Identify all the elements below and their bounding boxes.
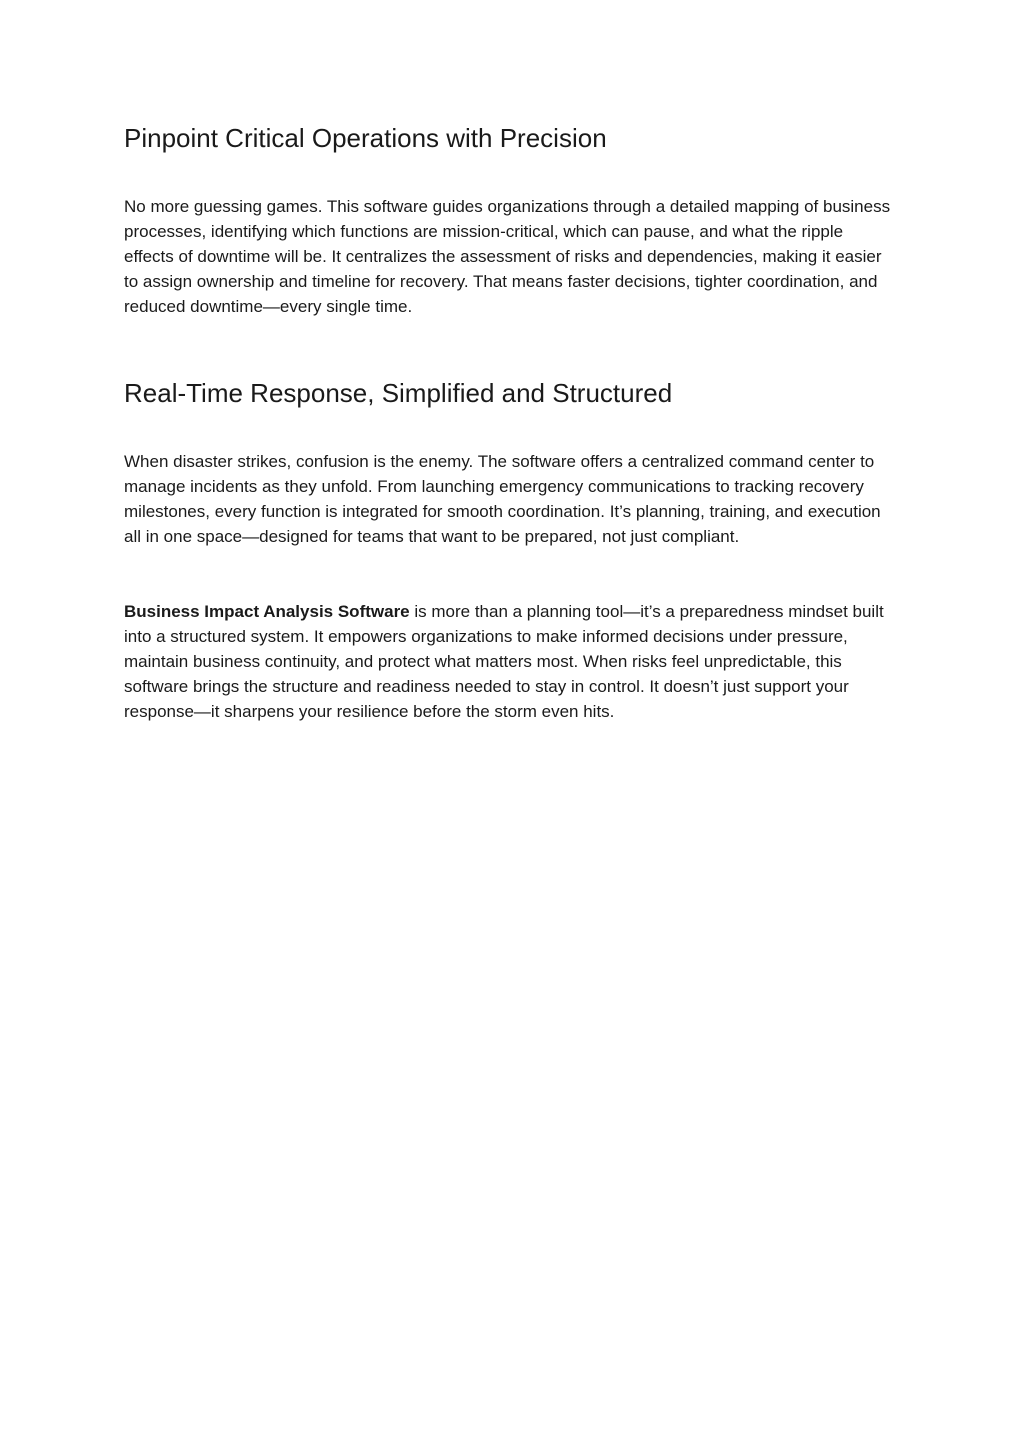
closing-bold-lead: Business Impact Analysis Software — [124, 602, 410, 621]
section-paragraph-pinpoint-operations: No more guessing games. This software guides organizations through a detailed mapping of business processes, identifying which functions are mission-critical, which can pause, and what the ripple effects of downtime will be. It centralizes the assessment of risks and dependencies, making it easier to assign ownership and timeline for recovery. That means faster decisions, tighter coordination, and reduced downtime—every single time. — [124, 197, 891, 316]
section-heading-pinpoint-operations: Pinpoint Critical Operations with Precision — [124, 123, 607, 153]
section-paragraph-real-time-response: When disaster strikes, confusion is the enemy. The software offers a centralized command center to manage incidents as they unfold. From launching emergency communications to tracking recovery milestones, every function is integrated for smooth coordination. It’s planning, training, and execution all in one space—designed for teams that want to be prepared, not just compliant. — [124, 452, 881, 546]
closing-body-text: is more than a planning tool—it’s a preparedness mindset built into a structured system. It empowers organizations to make informed decisions under pressure, maintain business continuity, and protect what matters most. When risks feel unpredictable, this software brings the structure and readiness needed to stay in control. It doesn’t just support your response—it sharpens your resilience before the storm even hits. — [124, 602, 884, 721]
closing-paragraph — [124, 599, 896, 724]
section-heading-real-time-response: Real-Time Response, Simplified and Structured — [124, 378, 673, 408]
